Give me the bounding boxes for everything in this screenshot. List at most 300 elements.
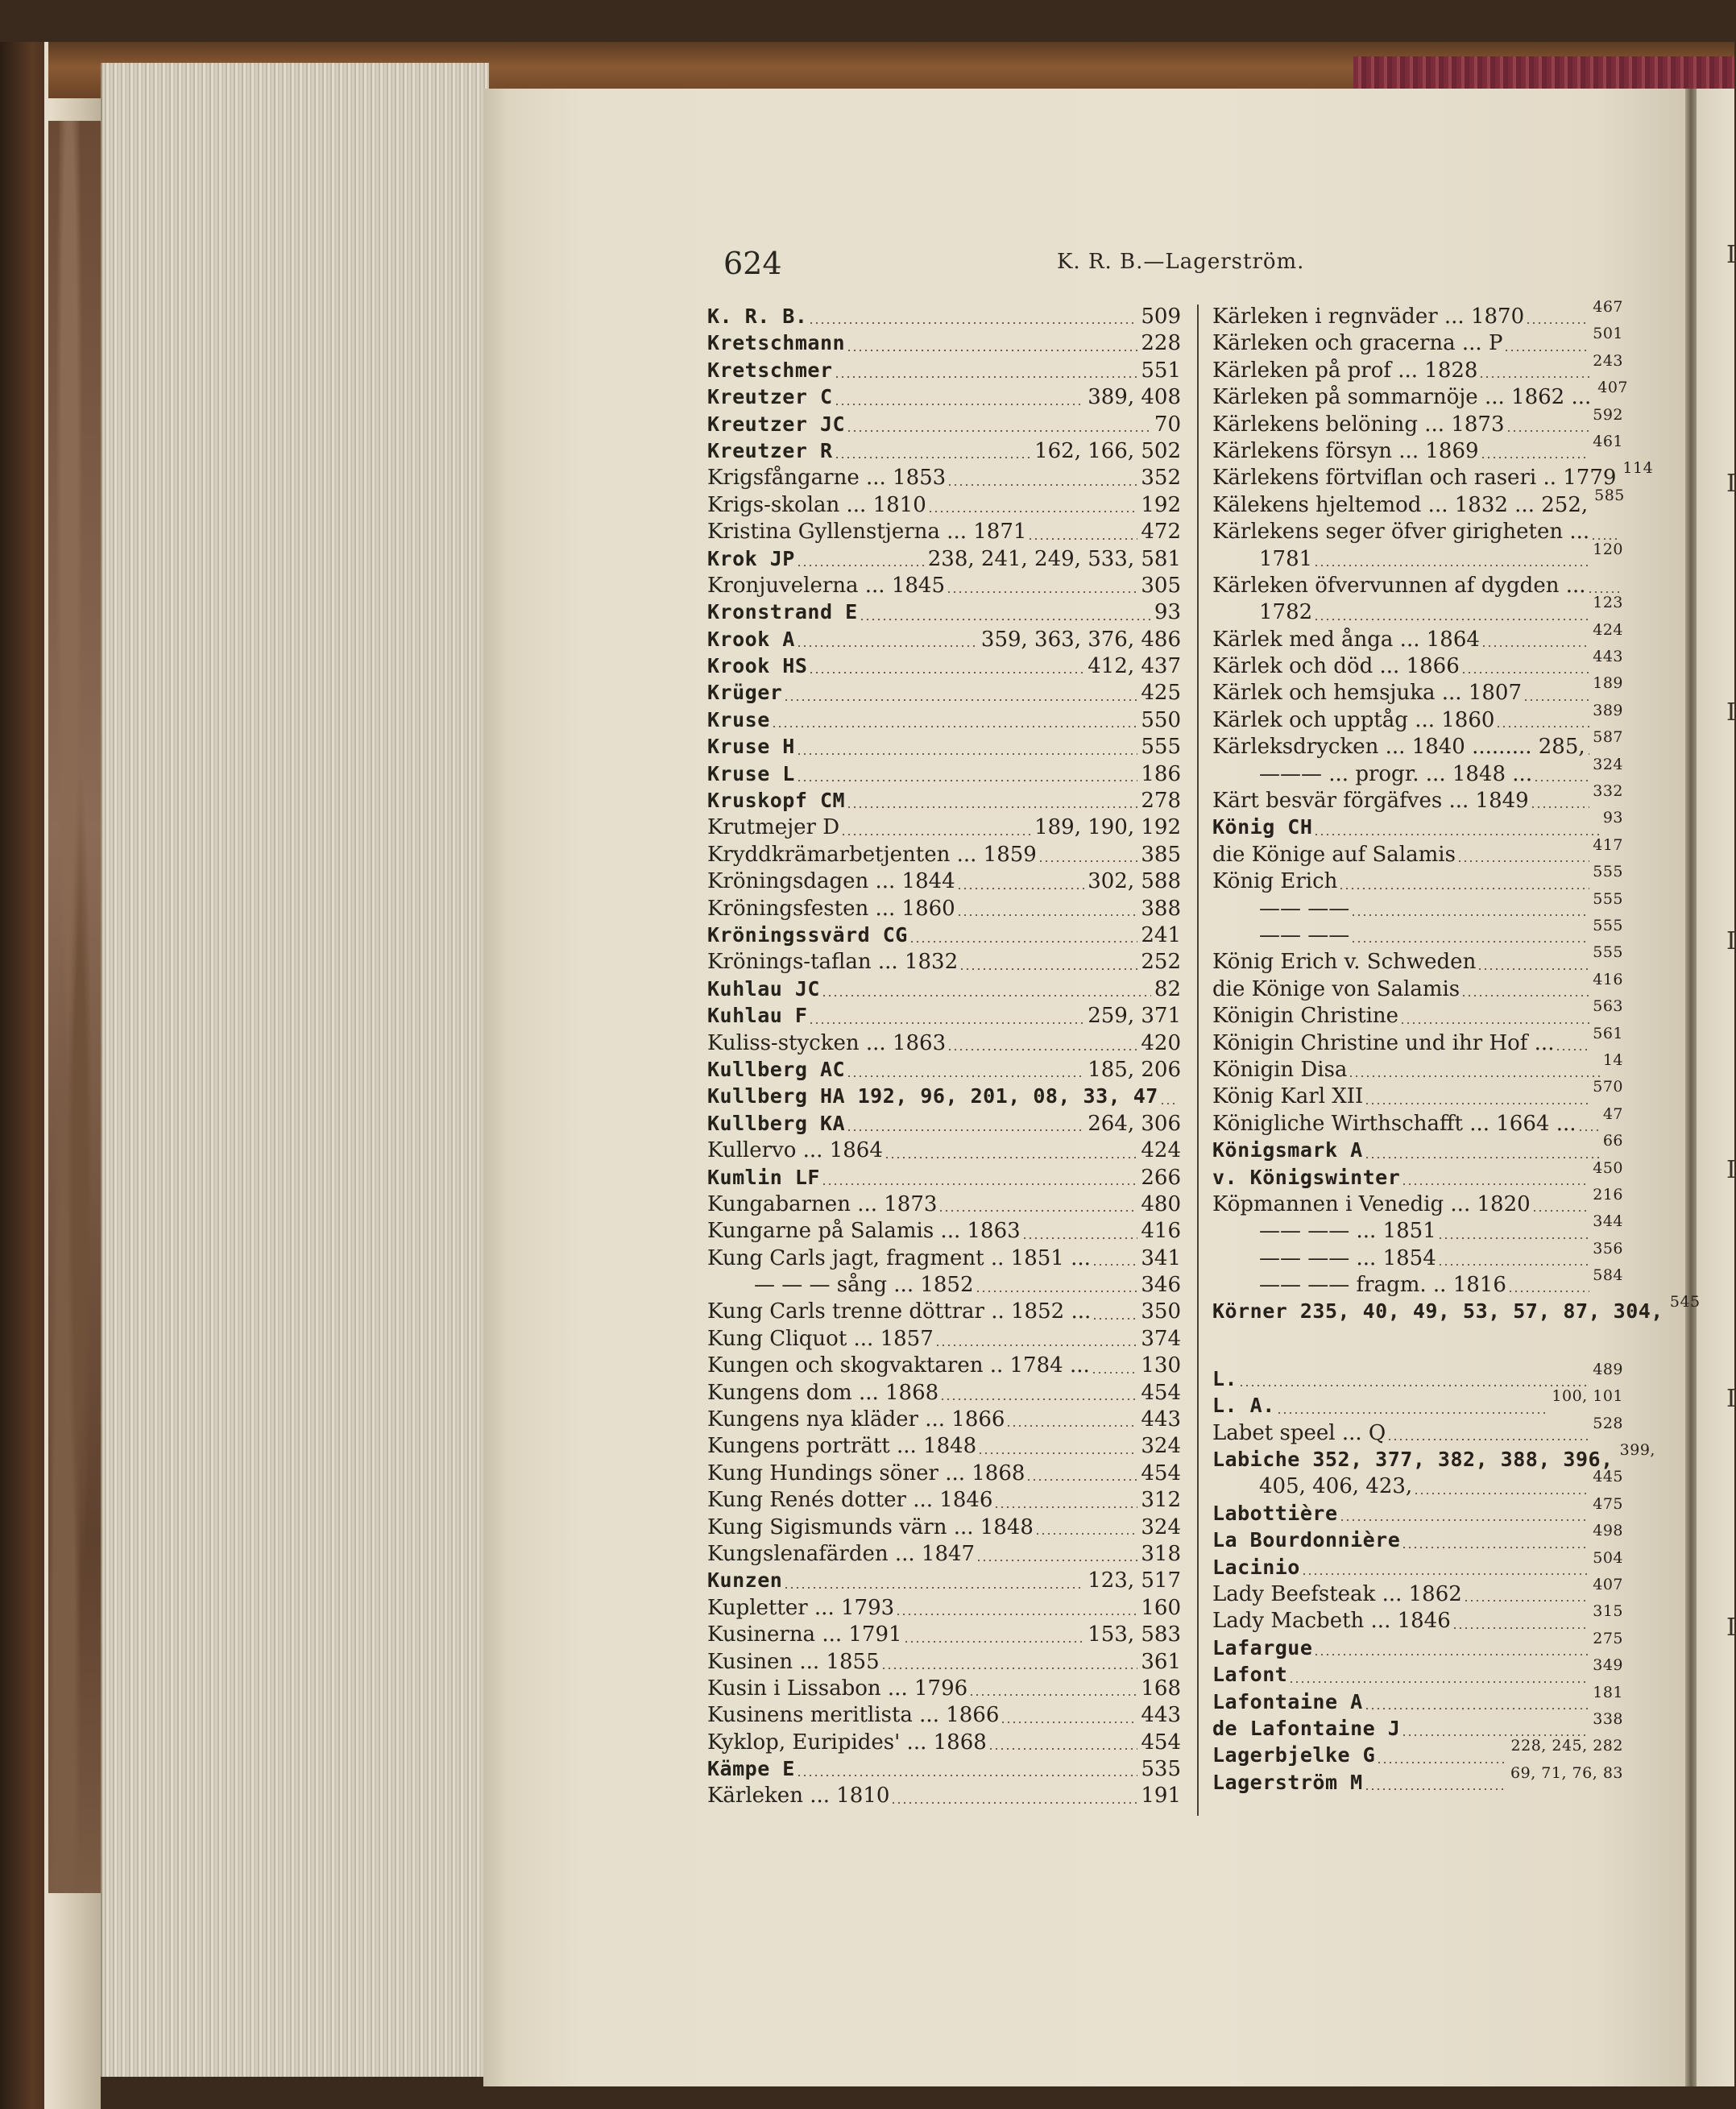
- entry-title: Kreutzer JC: [707, 412, 846, 436]
- leader-dots: [1589, 753, 1590, 755]
- index-entry: [1212, 379, 1629, 412]
- index-entry: [1212, 1522, 1623, 1555]
- entry-pages: 385: [1141, 842, 1181, 867]
- entry-title: K. R. B.: [707, 305, 808, 328]
- leader-dots: [1506, 350, 1589, 351]
- entry-pages: 332: [1593, 782, 1623, 801]
- leader-dots: [823, 995, 1151, 996]
- entry-title: Kreutzer R: [707, 438, 833, 462]
- index-entry: [1212, 1683, 1623, 1717]
- entry-title: —— —— fragm. .. 1816: [1259, 1273, 1506, 1298]
- edge-mark: I: [1726, 470, 1736, 498]
- leader-dots: [886, 1157, 1137, 1158]
- entry-pages: 416: [1593, 970, 1623, 988]
- index-entry: [1212, 1050, 1623, 1084]
- index-entry: [1212, 459, 1654, 492]
- index-entry: [1212, 728, 1623, 761]
- leader-dots: [961, 968, 1137, 970]
- entry-pages: 186: [1141, 761, 1181, 786]
- index-entry: [707, 762, 1181, 789]
- entry-title: Kretschmer: [707, 358, 833, 382]
- entry-pages: 528: [1593, 1414, 1623, 1432]
- entry-title: Kullberg KA: [707, 1111, 846, 1135]
- leader-dots: [942, 1398, 1137, 1400]
- entry-title: Körner 235, 40, 49, 53, 57, 87, 304,: [1212, 1299, 1663, 1324]
- entry-pages: 563: [1593, 997, 1623, 1016]
- entry-title: Kärleken öfvervunnen af dygden ...: [1212, 573, 1586, 598]
- leader-dots: [1094, 1318, 1137, 1320]
- index-entry: [1212, 648, 1623, 681]
- entry-title: Krönings-taflan ... 1832: [707, 950, 959, 975]
- entry-title: Kyklop, Euripides' ... 1868: [707, 1730, 987, 1755]
- index-entry: [1212, 1602, 1623, 1635]
- entry-title: Kusin i Lissabon ... 1796: [707, 1676, 968, 1701]
- index-entry: [707, 681, 1181, 707]
- entry-pages: 555: [1141, 735, 1181, 760]
- leader-dots: [930, 511, 1138, 512]
- leader-dots: [1532, 806, 1590, 808]
- entry-pages: 153, 583: [1088, 1622, 1181, 1647]
- entry-title: Kälekens hjeltemod ... 1832 ... 252,: [1212, 492, 1589, 517]
- index-entry: [1212, 1468, 1623, 1501]
- entry-pages: 570: [1593, 1078, 1623, 1096]
- index-entry: [1212, 1185, 1623, 1219]
- entry-pages: 445: [1593, 1468, 1623, 1486]
- entry-pages: 361: [1141, 1649, 1181, 1674]
- index-entry: [707, 897, 1181, 923]
- index-entry: [707, 1166, 1181, 1192]
- entry-title: — — — sång ... 1852: [754, 1273, 974, 1298]
- entry-pages: 338: [1593, 1709, 1623, 1728]
- entry-pages: 389: [1593, 701, 1623, 719]
- leader-dots: [848, 350, 1137, 351]
- leader-dots: [1353, 941, 1589, 943]
- index-entry: [1212, 432, 1623, 466]
- entry-title: Kung Carls jagt, fragment .. 1851 ...: [707, 1245, 1091, 1270]
- leader-dots: [843, 834, 1031, 835]
- leader-dots: [1366, 1157, 1600, 1158]
- index-entry: [1212, 1293, 1701, 1326]
- entry-pages: 120: [1593, 540, 1623, 558]
- book-gutter: [1685, 89, 1697, 2086]
- index-entry: [707, 1327, 1181, 1353]
- section-gap: [1212, 1327, 1623, 1367]
- leader-dots: [940, 1210, 1137, 1212]
- index-entry: [1212, 1629, 1623, 1663]
- leader-dots: [1315, 565, 1589, 566]
- leader-dots: [1002, 1722, 1137, 1723]
- leader-dots: [1341, 1519, 1590, 1521]
- leader-dots: [836, 404, 1085, 405]
- index-entry: [1212, 620, 1623, 654]
- leader-dots: [1510, 1291, 1589, 1292]
- index-entry: [707, 385, 1181, 412]
- index-entry: [1212, 594, 1623, 627]
- entry-title: Lady Beefsteak ... 1862: [1212, 1581, 1462, 1606]
- entry-title: Königsmark A: [1212, 1138, 1363, 1162]
- entry-title: Kronjuvelerna ... 1845: [707, 573, 946, 598]
- index-column-right: [1212, 298, 1701, 1797]
- entry-title: Kunzen: [707, 1568, 783, 1593]
- leader-dots: [810, 1022, 1084, 1024]
- entry-pages: 70: [1154, 412, 1181, 437]
- marbled-cover: [48, 121, 101, 1893]
- entry-title: Kullervo ... 1864: [707, 1138, 883, 1163]
- entry-title: Kusinerna ... 1791: [707, 1622, 902, 1647]
- entry-title: Königliche Wirthschafft ... 1664 ...: [1212, 1111, 1576, 1136]
- entry-title: Kusinen ... 1855: [707, 1649, 880, 1674]
- entry-title: Lagerbjelke G: [1212, 1743, 1376, 1767]
- entry-title: v. Königswinter: [1212, 1165, 1401, 1189]
- entry-pages: 416: [1141, 1219, 1181, 1244]
- entry-title: Kärlek och död ... 1866: [1212, 654, 1460, 679]
- page-block-fore-edge: [101, 63, 489, 2077]
- entry-pages: 480: [1141, 1191, 1181, 1216]
- entry-title: Kullberg AC: [707, 1057, 846, 1081]
- entry-title: Kristina Gyllenstjerna ... 1871: [707, 520, 1027, 545]
- entry-title: Kung Hundings söner ... 1868: [707, 1461, 1025, 1485]
- entry-title: Lagerström M: [1212, 1770, 1363, 1794]
- entry-title: Kupletter ... 1793: [707, 1595, 895, 1620]
- entry-pages: 551: [1141, 358, 1181, 383]
- entry-title: Kärlek och hemsjuka ... 1807: [1212, 681, 1522, 706]
- leader-dots: [1340, 888, 1589, 889]
- entry-pages: 443: [1141, 1407, 1181, 1432]
- leader-dots: [785, 699, 1137, 701]
- leader-dots: [1024, 1237, 1138, 1239]
- entry-title: L. A.: [1212, 1394, 1275, 1418]
- index-entry: [1212, 1387, 1623, 1420]
- index-entry: [707, 1757, 1181, 1784]
- entry-title: Lafontaine A: [1212, 1689, 1363, 1713]
- leader-dots: [949, 484, 1137, 486]
- entry-pages: 82: [1154, 976, 1181, 1001]
- entry-title: Kryddkrämarbetjenten ... 1859: [707, 842, 1037, 867]
- entry-pages: 454: [1141, 1380, 1181, 1405]
- entry-title: —— —— ... 1851: [1259, 1219, 1436, 1244]
- index-section-k: [1212, 298, 1701, 1327]
- index-entry: [1212, 1239, 1623, 1273]
- entry-title: Kretschmann: [707, 331, 846, 355]
- entry-title: König Karl XII: [1212, 1084, 1364, 1109]
- index-entry: [1212, 1078, 1623, 1111]
- leader-dots: [1037, 1533, 1137, 1535]
- leader-dots: [810, 322, 1137, 324]
- entry-title: Kärlekens seger öfver girigheten ...: [1212, 520, 1590, 545]
- entry-pages: 189: [1593, 674, 1623, 693]
- column-divider: [1197, 305, 1199, 1816]
- leader-dots: [1315, 1654, 1589, 1655]
- entry-pages: 243: [1593, 351, 1623, 370]
- leader-dots: [1094, 1264, 1137, 1266]
- entry-pages: 461: [1593, 432, 1623, 450]
- entry-title: Kronstrand E: [707, 600, 858, 624]
- leader-dots: [798, 780, 1138, 781]
- facing-page-marks: [1726, 242, 1736, 1843]
- entry-pages: 585: [1594, 486, 1625, 504]
- entry-title: —— ——: [1259, 896, 1350, 921]
- entry-title: Krook A: [707, 627, 795, 651]
- leader-dots: [1278, 1412, 1549, 1414]
- entry-title: 1782: [1259, 600, 1313, 625]
- entry-pages: 315: [1593, 1602, 1623, 1621]
- index-entry: [707, 1058, 1181, 1084]
- entry-pages: 501: [1593, 325, 1623, 343]
- index-entry: [1212, 970, 1623, 1004]
- entry-title: Kung Carls trenne döttrar .. 1852 ...: [707, 1299, 1092, 1324]
- entry-title: Kungens dom ... 1868: [707, 1380, 939, 1405]
- index-section-l: [1212, 1360, 1655, 1797]
- entry-title: Kruskopf CM: [707, 789, 846, 813]
- entry-title: Kärlek och upptåg ... 1860: [1212, 707, 1495, 732]
- entry-pages: 130: [1141, 1353, 1181, 1378]
- index-entry: [1212, 1575, 1623, 1609]
- entry-pages: 266: [1141, 1165, 1181, 1190]
- leader-dots: [937, 1345, 1138, 1346]
- entry-pages: 407: [1597, 379, 1629, 397]
- index-entry: [1212, 674, 1623, 707]
- entry-pages: 278: [1141, 789, 1181, 814]
- leader-dots: [1440, 1237, 1589, 1239]
- index-entry: [707, 735, 1181, 761]
- entry-pages: 425: [1141, 681, 1181, 706]
- index-entry: [707, 789, 1181, 815]
- entry-title: Krook HS: [707, 654, 808, 678]
- leader-dots: [1350, 1075, 1599, 1077]
- entry-title: 405, 406, 423,: [1259, 1474, 1413, 1499]
- leader-dots: [1557, 1049, 1589, 1050]
- index-entry: [707, 1703, 1181, 1730]
- entry-pages: 407: [1593, 1575, 1623, 1593]
- entry-title: Kärt besvär förgäfves ... 1849: [1212, 789, 1529, 814]
- index-entry: [707, 950, 1181, 976]
- entry-title: —— —— ... 1854: [1259, 1245, 1436, 1270]
- entry-pages: 374: [1141, 1326, 1181, 1351]
- entry-pages: 241: [1141, 922, 1181, 947]
- leader-dots: [1093, 1372, 1138, 1374]
- entry-title: Labottière: [1212, 1501, 1338, 1525]
- entry-title: die Königе auf Salamis: [1212, 842, 1456, 867]
- index-entry: [707, 547, 1181, 574]
- entry-pages: 324: [1141, 1434, 1181, 1459]
- leader-dots: [1479, 968, 1589, 970]
- entry-pages: 123, 517: [1088, 1568, 1181, 1593]
- index-entry: [1212, 298, 1623, 331]
- index-column-left: [707, 305, 1181, 1811]
- leader-dots: [848, 430, 1151, 432]
- leader-dots: [1403, 1183, 1589, 1185]
- entry-pages: 535: [1141, 1757, 1181, 1782]
- entry-pages: 359, 363, 376, 486: [980, 627, 1181, 652]
- leader-dots: [1366, 1103, 1589, 1104]
- entry-title: Kämpe E: [707, 1757, 795, 1781]
- entry-pages: 100, 101: [1552, 1387, 1623, 1406]
- index-entry: [707, 1299, 1181, 1326]
- entry-pages: 14: [1602, 1050, 1623, 1069]
- index-entry: [707, 305, 1181, 331]
- leader-dots: [1366, 1708, 1590, 1709]
- index-entry: [707, 1596, 1181, 1622]
- entry-pages: 181: [1593, 1683, 1623, 1701]
- entry-title: Krigs-skolan ... 1810: [707, 492, 926, 517]
- entry-title: Kröningsfesten ... 1860: [707, 896, 955, 921]
- leader-dots: [798, 753, 1138, 755]
- leader-dots: [1481, 376, 1589, 378]
- entry-pages: 346: [1141, 1273, 1181, 1298]
- index-entry: [707, 654, 1181, 681]
- entry-title: Kungabarnen ... 1873: [707, 1191, 938, 1216]
- leader-dots: [1040, 860, 1138, 862]
- index-entry: [1212, 574, 1623, 600]
- leader-dots: [959, 914, 1138, 916]
- entry-title: Königin Christine: [1212, 1004, 1399, 1029]
- index-entry: [1212, 1132, 1623, 1165]
- entry-title: Kung Cliquot ... 1857: [707, 1326, 934, 1351]
- entry-title: Lafargue: [1212, 1635, 1313, 1659]
- entry-title: Kärlek med ånga ... 1864: [1212, 627, 1480, 652]
- leader-dots: [848, 806, 1137, 808]
- leader-dots: [773, 726, 1138, 727]
- index-entry: [1212, 835, 1623, 869]
- index-entry: [1212, 1266, 1623, 1299]
- leader-dots: [1402, 1022, 1589, 1024]
- entry-title: Kreutzer C: [707, 385, 833, 409]
- entry-pages: 475: [1593, 1494, 1623, 1513]
- entry-pages: 93: [1602, 809, 1623, 827]
- leader-dots: [823, 1183, 1137, 1185]
- leader-dots: [785, 1587, 1084, 1589]
- index-entry: [707, 1031, 1181, 1058]
- entry-title: Königin Disa: [1212, 1057, 1348, 1082]
- entry-title: Kärleken på prof ... 1828: [1212, 358, 1478, 383]
- leader-dots: [1389, 1439, 1589, 1440]
- running-head: K. R. B.—Lagerström.: [1057, 250, 1305, 274]
- index-entry: [707, 869, 1181, 896]
- entry-title: Krok JP: [707, 546, 795, 570]
- entry-pages: 162, 166, 502: [1034, 438, 1181, 463]
- leader-dots: [1030, 538, 1137, 540]
- entry-pages: 344: [1593, 1212, 1623, 1231]
- entry-pages: 489: [1593, 1360, 1623, 1378]
- index-entry: [1212, 1212, 1623, 1245]
- entry-title: die Königе von Salamis: [1212, 976, 1460, 1001]
- entry-pages: 305: [1141, 573, 1181, 598]
- entry-pages: 454: [1141, 1461, 1181, 1485]
- edge-mark: I: [1726, 698, 1736, 727]
- index-entry: [707, 1138, 1181, 1165]
- index-entry: [1212, 997, 1623, 1030]
- entry-pages: 341: [1141, 1245, 1181, 1270]
- leader-dots: [1534, 1210, 1590, 1212]
- entry-pages: 587: [1593, 728, 1623, 747]
- entry-title: Kungens porträtt ... 1848: [707, 1434, 977, 1459]
- entry-pages: 412, 437: [1088, 654, 1181, 679]
- entry-title: König Erich v. Schweden: [1212, 950, 1477, 975]
- entry-title: Kärleken ... 1810: [707, 1784, 890, 1809]
- entry-pages: 349: [1593, 1656, 1623, 1675]
- entry-pages: 424: [1141, 1138, 1181, 1163]
- index-entry: [707, 520, 1181, 546]
- index-entry: [707, 1273, 1181, 1299]
- entry-pages: 454: [1141, 1730, 1181, 1755]
- entry-pages: 191: [1141, 1784, 1181, 1809]
- leader-dots: [980, 1452, 1137, 1454]
- entry-title: Kärleken och gracerna ... P: [1212, 331, 1503, 356]
- leader-dots: [848, 1075, 1084, 1077]
- index-entry: [707, 466, 1181, 492]
- leader-dots: [1483, 645, 1589, 647]
- leader-dots: [911, 941, 1138, 943]
- entry-title: Lafont: [1212, 1663, 1288, 1687]
- entry-pages: 545: [1669, 1293, 1701, 1311]
- leader-dots: [1440, 1264, 1589, 1266]
- leader-dots: [1463, 672, 1590, 673]
- entry-pages: 252: [1141, 950, 1181, 975]
- entry-pages: 417: [1593, 835, 1623, 854]
- entry-pages: 555: [1593, 889, 1623, 908]
- entry-pages: 550: [1141, 707, 1181, 732]
- entry-pages: 114: [1622, 459, 1654, 478]
- entry-title: Kuhlau JC: [707, 976, 820, 1001]
- leader-dots: [977, 1291, 1138, 1292]
- entry-pages: 123: [1593, 594, 1623, 612]
- entry-title: Kärleken på sommarnöje ... 1862 ...: [1212, 385, 1592, 410]
- entry-pages: 424: [1593, 620, 1623, 639]
- index-entry: [1212, 863, 1623, 896]
- entry-title: La Bourdonnière: [1212, 1528, 1401, 1552]
- index-entry: [1212, 782, 1623, 815]
- entry-pages: 555: [1593, 916, 1623, 934]
- entry-pages: 443: [1593, 648, 1623, 666]
- leader-dots: [861, 619, 1151, 620]
- index-entry: [1212, 701, 1623, 735]
- entry-title: Kungen och skogvaktaren .. 1784 ...: [707, 1353, 1090, 1378]
- entry-title: Kruse L: [707, 761, 795, 785]
- entry-pages: 168: [1141, 1676, 1181, 1701]
- index-entry: [707, 1246, 1181, 1273]
- entry-pages: 389, 408: [1088, 385, 1181, 410]
- entry-pages: 66: [1602, 1132, 1623, 1150]
- leader-dots: [1459, 860, 1589, 862]
- entry-title: 1781: [1259, 546, 1313, 571]
- entry-pages: 160: [1141, 1595, 1181, 1620]
- entry-pages: 238, 241, 249, 533, 581: [927, 546, 1181, 571]
- index-entry: [1212, 809, 1623, 842]
- index-entry: [707, 923, 1181, 950]
- index-entry: [707, 1568, 1181, 1595]
- leader-dots: [836, 376, 1138, 378]
- index-entry: [1212, 1104, 1623, 1138]
- leader-dots: [1241, 1385, 1589, 1386]
- leader-dots: [810, 672, 1084, 673]
- index-entry: [707, 1004, 1181, 1030]
- leader-dots: [1498, 726, 1589, 727]
- leader-dots: [1535, 780, 1589, 781]
- leader-dots: [1403, 1547, 1589, 1548]
- leader-dots: [971, 1694, 1137, 1696]
- leader-dots: [1353, 914, 1589, 916]
- index-entry: [707, 600, 1181, 627]
- entry-pages: 228, 245, 282: [1510, 1737, 1623, 1755]
- index-entry: [707, 708, 1181, 735]
- leader-dots: [798, 1775, 1138, 1776]
- index-entry: [707, 1407, 1181, 1434]
- index-entry: [707, 1622, 1181, 1649]
- leader-dots: [978, 1560, 1137, 1561]
- leader-dots: [1403, 1734, 1589, 1736]
- index-entry: [1212, 1441, 1655, 1474]
- index-entry: [707, 439, 1181, 466]
